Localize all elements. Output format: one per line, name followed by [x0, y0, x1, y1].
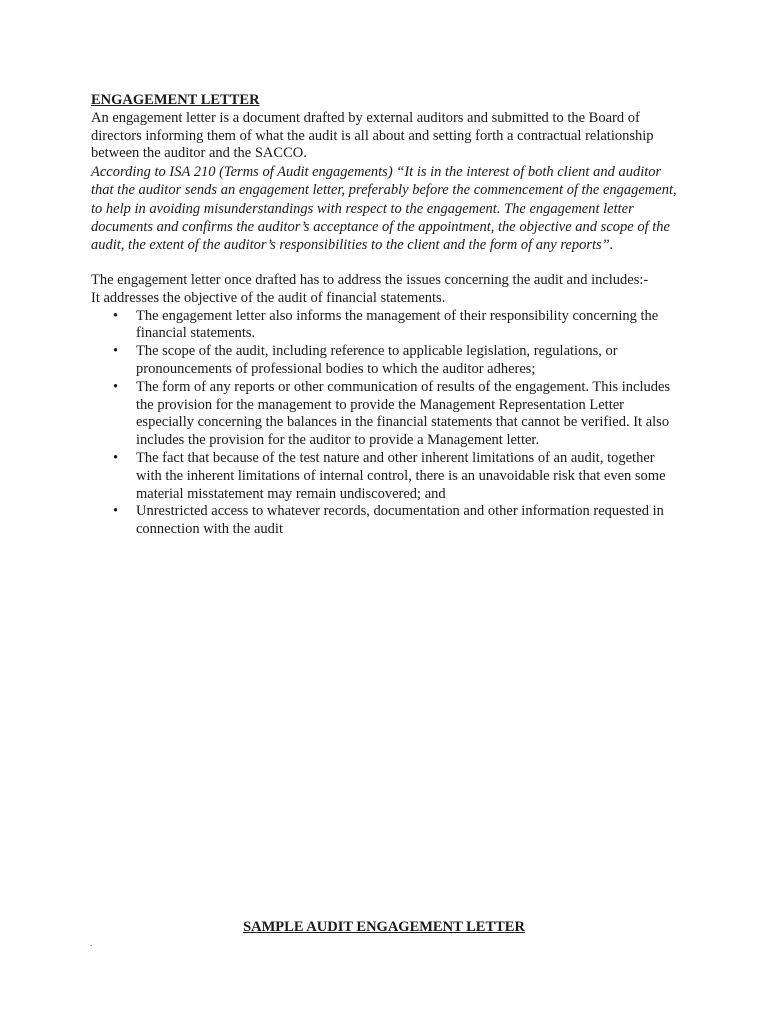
list-item [91, 450, 681, 503]
bullet-icon: • [113, 378, 119, 395]
bullet-list [91, 308, 681, 539]
list-item-text: The fact that because of the test nature and other inherent limitations of an audit, together with the inherent limitations of internal control, there is an unavoidable risk that even some material misstatement may remain undiscovered; and [136, 449, 666, 502]
bullet-icon: • [113, 343, 119, 360]
intro-paragraph: An engagement letter is a document drafted by external auditors and submitted to the Board of directors informing them of what the audit is all about and setting forth a contractual relationship between the auditor and the SACCO. [91, 109, 654, 162]
lead-line-2: It addresses the objective of the audit of financial statements. [91, 289, 446, 306]
lead-line-1: The engagement letter once drafted has to address the issues concerning the audit and includes:- [91, 272, 649, 288]
list-item-text: The engagement letter also informs the management of their responsibility concerning the financial statements. [136, 307, 659, 342]
sample-letter-title: SAMPLE AUDIT ENGAGEMENT LETTER [243, 919, 525, 935]
list-item-text: The scope of the audit, including reference to applicable legislation, regulations, or pronouncements of professional bodies to which the auditor adheres; [136, 343, 618, 377]
list-item-text: Unrestricted access to whatever records, documentation and other information requested in connection with the audit [136, 503, 664, 538]
bullet-icon: • [113, 307, 119, 324]
list-item-text: The form of any reports or other communication of results of the engagement. This includes the provision for the management to provide the Management Representation Letter especially concerning the balances in the financial statements that cannot be verified. It also includes the provision for the auditor to provide a Management letter. [136, 378, 671, 449]
list-item [91, 308, 681, 344]
list-item [91, 343, 681, 379]
list-item [91, 379, 681, 450]
paragraph-spacer [91, 254, 681, 272]
isa-quote-paragraph: According to ISA 210 (Terms of Audit engagements) “It is in the interest of both client and auditor that the auditor sends an engagement letter, preferably before the commencement of the engagement, to help in avoiding misunderstandings with respect to the engagement. The engagement letter documents and confirms the auditor’s acceptance of the appointment, the objective and scope of the audit, the extent of the auditor’s responsibilities to the client and the form of any reports”. [91, 164, 677, 253]
document-body [91, 92, 681, 539]
bullet-icon: • [113, 449, 119, 466]
trailing-mark: . [90, 938, 93, 949]
section-heading: ENGAGEMENT LETTER [91, 92, 260, 108]
bullet-icon: • [113, 503, 119, 520]
list-item [91, 503, 681, 539]
